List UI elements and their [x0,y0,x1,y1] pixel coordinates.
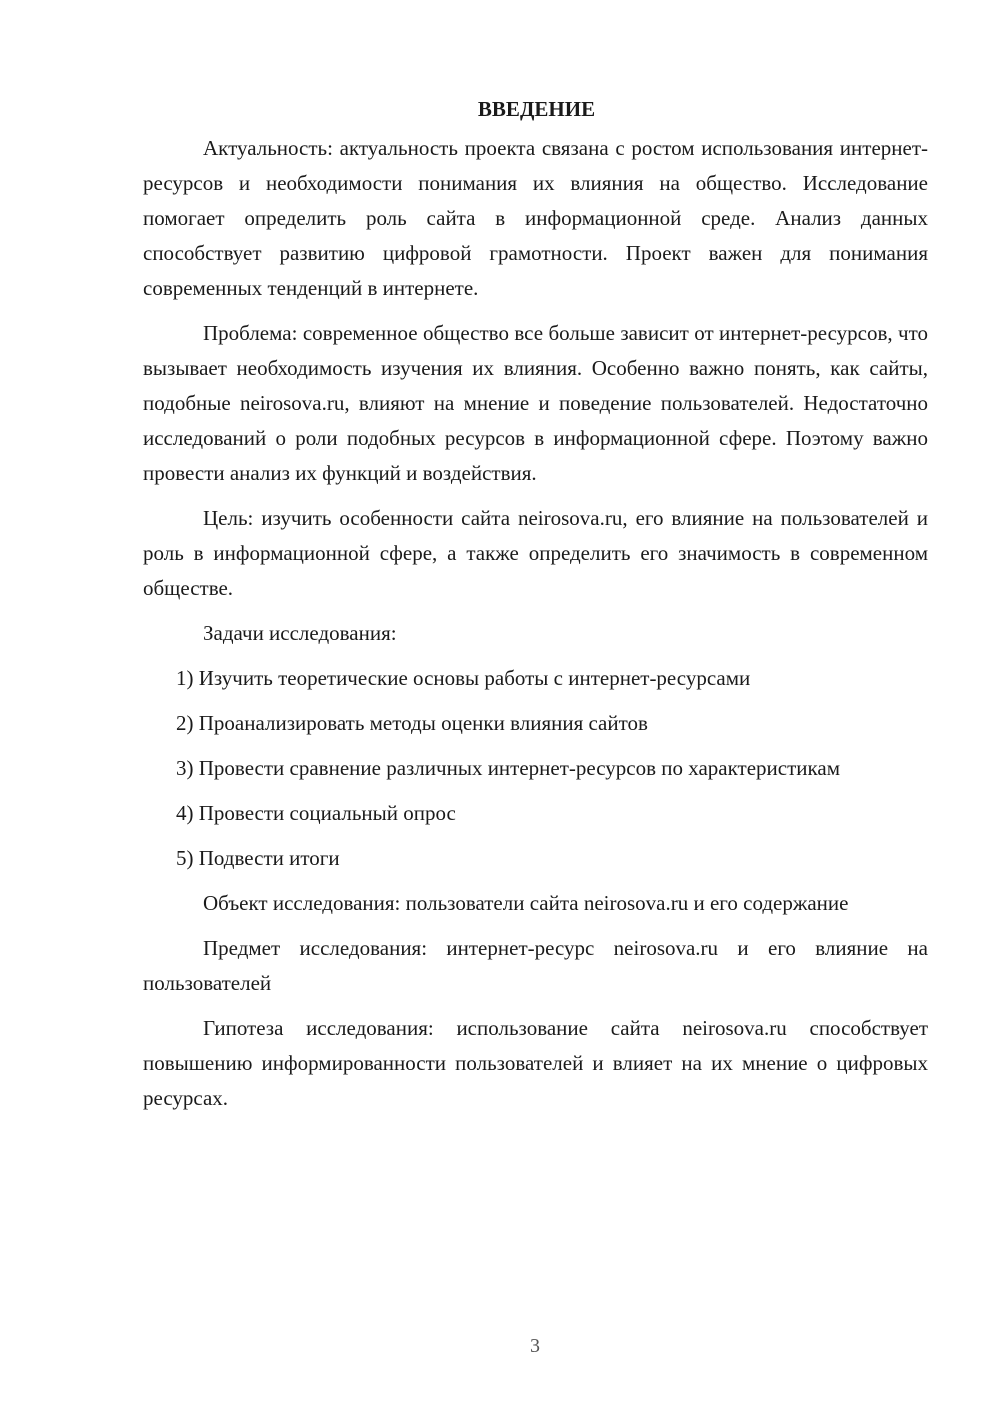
paragraph-problem: Проблема: современное общество все больше зависит от интернет-ресурсов, что вызывает необходимость изучения их влияния. Особенно важно понять, как сайты, подобные neirosova.ru, влияют на мнение и поведение пользователей. Недостаточно исследований о роли подобных ресурсов в информационной сфере. Поэтому важно провести анализ их функций и воздействия. [143,321,928,485]
paragraph-hypothesis: Гипотеза исследования: использование сайта neirosova.ru способствует повышению информированности пользователей и влияет на их мнение о цифровых ресурсах. [143,1016,928,1110]
page-number: 3 [530,1335,540,1357]
list-item: 4) Провести социальный опрос [176,801,456,825]
list-item: 2) Проанализировать методы оценки влияния сайтов [176,711,648,735]
paragraph-relevance: Актуальность: актуальность проекта связана с ростом использования интернет-ресурсов и необходимости понимания их влияния на общество. Исследование помогает определить роль сайта в информационной среде. Анализ данных способствует развитию цифровой грамотности. Проект важен для понимания современных тенденций в интернете. [143,136,928,300]
paragraph-goal: Цель: изучить особенности сайта neirosova.ru, его влияние на пользователей и роль в информационной сфере, а также определить его значимость в современном обществе. [143,506,928,600]
list-item: 5) Подвести итоги [176,846,340,870]
section-title: ВВЕДЕНИЕ [477,97,596,121]
tasks-list [143,661,928,876]
list-item: 3) Провести сравнение различных интернет-ресурсов по характеристикам [176,756,841,780]
page-content [143,92,928,1126]
paragraph-subject: Предмет исследования: интернет-ресурс neirosova.ru и его влияние на пользователей [143,936,928,995]
tasks-heading: Задачи исследования: [203,621,397,645]
list-item: 1) Изучить теоретические основы работы с интернет-ресурсами [176,666,751,690]
paragraph-object: Объект исследования: пользователи сайта neirosova.ru и его содержание [203,891,849,915]
